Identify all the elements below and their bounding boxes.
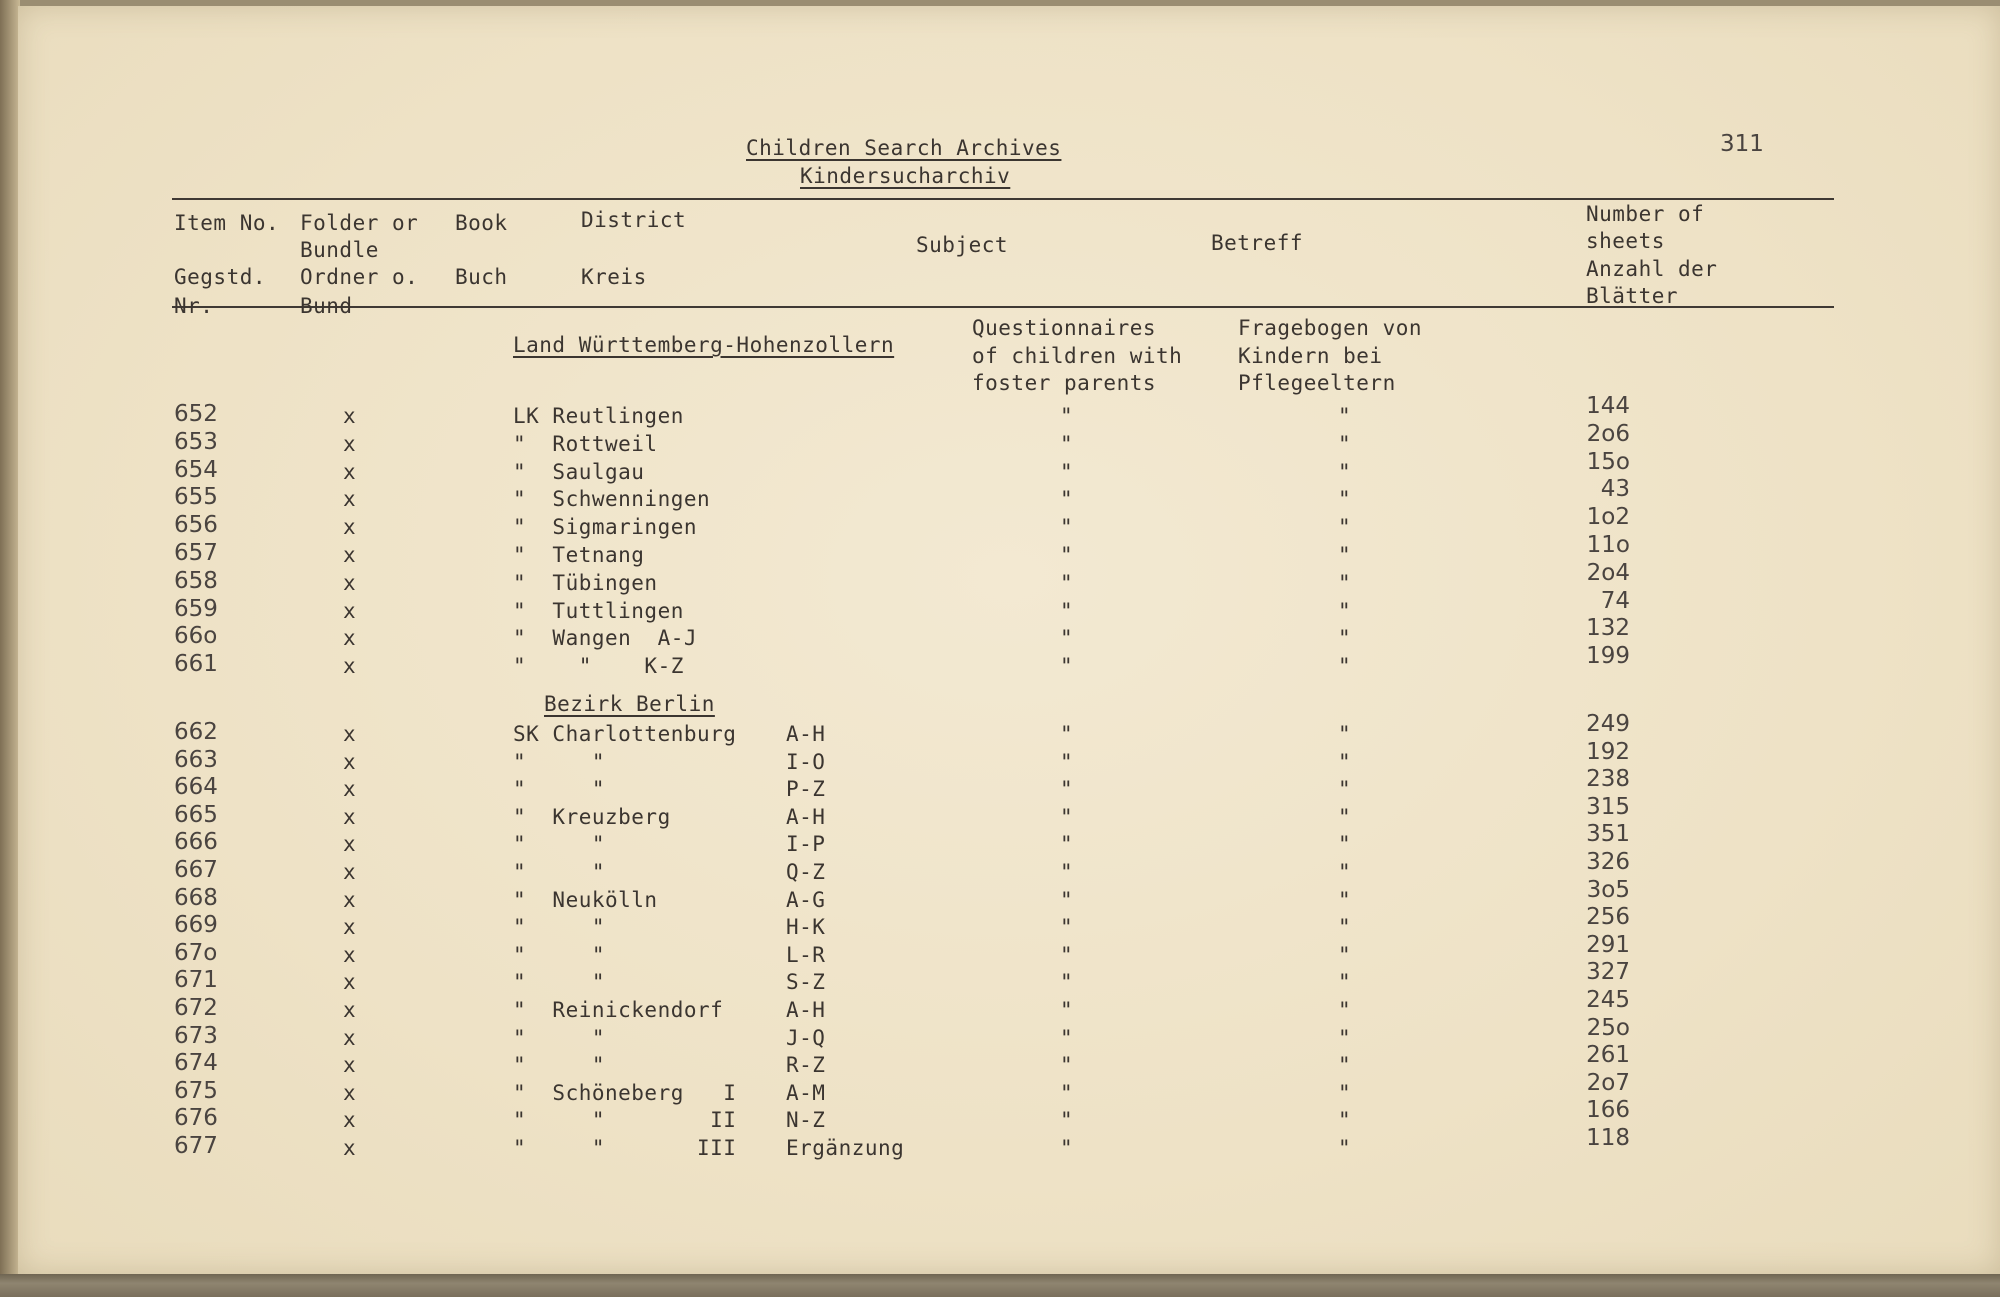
district-name: " ": [513, 860, 606, 884]
subject-ditto: ": [1060, 722, 1074, 746]
subject-ditto: ": [1060, 749, 1074, 774]
folder-mark: x: [343, 404, 357, 428]
district-name: " ": [513, 749, 606, 774]
subject-ditto: ": [1060, 915, 1074, 940]
sheet-count: 249: [1586, 711, 1630, 737]
folder-mark: x: [343, 1053, 357, 1078]
subject-ditto: ": [1060, 1025, 1074, 1050]
sheet-count: 192: [1586, 738, 1630, 765]
item-no: 663: [174, 746, 218, 773]
letter-range: A-H: [786, 998, 826, 1022]
title-german: Kindersucharchiv: [800, 164, 1011, 188]
letter-range: L-R: [786, 942, 826, 967]
betreff-ditto: ": [1338, 404, 1352, 428]
subject-ditto: ": [1060, 487, 1074, 512]
sheet-count: 3o5: [1586, 876, 1630, 903]
item-no: 652: [174, 401, 218, 427]
betreff-ditto: ": [1338, 626, 1352, 651]
folder-mark: x: [343, 942, 357, 967]
col-item-no-de-2: Nr.: [174, 294, 214, 318]
subject-ditto: ": [1060, 404, 1074, 428]
subject-ditto: ": [1060, 1080, 1074, 1105]
sheet-count: 25o: [1586, 1014, 1630, 1041]
subject-ditto: ": [1060, 970, 1074, 995]
letter-range: I-O: [786, 749, 826, 774]
col-folder-2: Bundle: [300, 238, 379, 262]
district-name: " Schöneberg I: [513, 1080, 737, 1105]
col-item-no: Item No.: [174, 211, 280, 235]
folder-mark: x: [343, 1025, 357, 1050]
sheet-count: 2o7: [1586, 1069, 1630, 1096]
sheet-count: 2o4: [1586, 559, 1630, 586]
item-no: 666: [174, 829, 218, 856]
item-no: 676: [174, 1105, 218, 1132]
letter-range: P-Z: [786, 777, 826, 802]
folder-mark: x: [343, 543, 357, 567]
folder-mark: x: [343, 431, 357, 456]
item-no: 668: [174, 884, 218, 911]
col-book-de: Buch: [455, 265, 508, 289]
betreff-line-1: Fragebogen von: [1238, 316, 1423, 340]
subject-ditto: ": [1060, 942, 1074, 967]
betreff-ditto: ": [1338, 1080, 1352, 1105]
item-no: 653: [174, 428, 218, 455]
folder-mark: x: [343, 487, 357, 512]
betreff-ditto: ": [1338, 459, 1352, 484]
subject-ditto: ": [1060, 543, 1074, 567]
sheet-count: 11o: [1586, 532, 1630, 558]
betreff-ditto: ": [1338, 915, 1352, 940]
page-bottom-edge: [0, 1274, 2000, 1297]
subject-ditto: ": [1060, 570, 1074, 595]
betreff-ditto: ": [1338, 1136, 1352, 1160]
betreff-ditto: ": [1338, 832, 1352, 857]
letter-range: Q-Z: [786, 860, 826, 884]
sheet-count: 351: [1586, 821, 1630, 848]
book-spine: [0, 0, 20, 1297]
subject-line-3: foster parents: [972, 371, 1157, 395]
letter-range: A-H: [786, 804, 826, 829]
subject-ditto: ": [1060, 998, 1074, 1022]
header-bottom-rule: [172, 306, 1834, 308]
section-heading-berlin: Bezirk Berlin: [544, 692, 715, 716]
folder-mark: x: [343, 1136, 357, 1160]
letter-range: I-P: [786, 832, 826, 857]
district-name: " ": [513, 915, 606, 940]
betreff-ditto: ": [1338, 1025, 1352, 1050]
item-no: 656: [174, 512, 218, 539]
district-name: SK Charlottenburg: [513, 722, 737, 746]
district-name: " ": [513, 1053, 606, 1078]
sheet-count: 315: [1586, 793, 1630, 820]
folder-mark: x: [343, 722, 357, 746]
subject-ditto: ": [1060, 1108, 1074, 1133]
item-no: 675: [174, 1077, 218, 1104]
folder-mark: x: [343, 459, 357, 484]
ledger-sheet: [18, 6, 2000, 1274]
district-name: " ": [513, 970, 606, 995]
betreff-ditto: ": [1338, 860, 1352, 884]
item-no: 673: [174, 1022, 218, 1049]
folder-mark: x: [343, 598, 357, 623]
col-folder-de: Ordner o.: [300, 265, 419, 289]
letter-range: J-Q: [786, 1025, 826, 1050]
item-no: 671: [174, 967, 218, 994]
betreff-ditto: ": [1338, 942, 1352, 967]
subject-ditto: ": [1060, 777, 1074, 802]
col-betreff: Betreff: [1211, 231, 1304, 255]
subject-ditto: ": [1060, 860, 1074, 884]
district-name: " Wangen A-J: [513, 626, 698, 651]
district-name: " Saulgau: [513, 459, 645, 484]
subject-ditto: ": [1060, 1053, 1074, 1078]
col-folder-de-2: Bund: [300, 294, 353, 318]
sheet-count: 1o2: [1586, 504, 1630, 531]
col-sheets-1: Number of: [1586, 202, 1705, 226]
sheet-count: 291: [1586, 931, 1630, 958]
district-name: " Tetnang: [513, 543, 645, 567]
item-no: 674: [174, 1050, 218, 1077]
folder-mark: x: [343, 804, 357, 829]
district-name: " Tübingen: [513, 570, 658, 595]
letter-range: R-Z: [786, 1053, 826, 1078]
subject-ditto: ": [1060, 515, 1074, 540]
letter-range: A-H: [786, 722, 826, 746]
betreff-ditto: ": [1338, 598, 1352, 623]
letter-range: Ergänzung: [786, 1136, 905, 1160]
folder-mark: x: [343, 654, 357, 679]
betreff-line-3: Pflegeeltern: [1238, 371, 1396, 395]
col-item-no-de: Gegstd.: [174, 265, 267, 289]
betreff-ditto: ": [1338, 431, 1352, 456]
col-sheets-2: sheets: [1586, 229, 1665, 253]
item-no: 661: [174, 651, 218, 678]
section-heading-wuerttemberg: Land Württemberg-Hohenzollern: [513, 333, 895, 357]
betreff-ditto: ": [1338, 543, 1352, 567]
folder-mark: x: [343, 626, 357, 651]
letter-range: N-Z: [786, 1108, 826, 1133]
item-no: 667: [174, 857, 218, 883]
district-name: " Reinickendorf: [513, 998, 724, 1022]
betreff-ditto: ": [1338, 970, 1352, 995]
item-no: 654: [174, 456, 218, 483]
district-name: " " III: [513, 1136, 737, 1160]
district-name: " ": [513, 942, 606, 967]
col-district: District: [581, 208, 687, 232]
betreff-line-2: Kindern bei: [1238, 344, 1383, 368]
subject-ditto: ": [1060, 654, 1074, 679]
item-no: 664: [174, 774, 218, 801]
district-name: " Tuttlingen: [513, 598, 684, 623]
folder-mark: x: [343, 1080, 357, 1105]
betreff-ditto: ": [1338, 487, 1352, 512]
item-no: 669: [174, 912, 218, 939]
folder-mark: x: [343, 887, 357, 912]
folder-mark: x: [343, 515, 357, 540]
betreff-ditto: ": [1338, 570, 1352, 595]
subject-ditto: ": [1060, 1136, 1074, 1160]
col-folder: Folder or: [300, 211, 419, 235]
folder-mark: x: [343, 860, 357, 884]
district-name: " Sigmaringen: [513, 515, 698, 540]
sheet-count: 43: [1600, 476, 1630, 503]
folder-mark: x: [343, 570, 357, 595]
betreff-ditto: ": [1338, 654, 1352, 679]
item-no: 66o: [174, 623, 218, 650]
page-number: 311: [1720, 131, 1764, 157]
subject-ditto: ": [1060, 459, 1074, 484]
sheet-count: 261: [1586, 1042, 1630, 1069]
betreff-ditto: ": [1338, 722, 1352, 746]
item-no: 655: [174, 484, 218, 511]
district-name: " ": [513, 777, 606, 802]
col-district-de: Kreis: [581, 265, 647, 289]
sheet-count: 245: [1586, 987, 1630, 1013]
folder-mark: x: [343, 832, 357, 857]
sheet-count: 144: [1586, 393, 1630, 419]
district-name: " ": [513, 1025, 606, 1050]
item-no: 658: [174, 567, 218, 594]
betreff-ditto: ": [1338, 998, 1352, 1022]
subject-line-2: of children with: [972, 344, 1183, 368]
folder-mark: x: [343, 998, 357, 1022]
subject-ditto: ": [1060, 804, 1074, 829]
sheet-count: 132: [1586, 615, 1630, 642]
sheet-count: 118: [1586, 1125, 1630, 1151]
folder-mark: x: [343, 915, 357, 940]
sheet-count: 166: [1586, 1097, 1630, 1124]
sheet-count: 326: [1586, 849, 1630, 875]
subject-ditto: ": [1060, 887, 1074, 912]
sheet-count: 256: [1586, 904, 1630, 931]
subject-ditto: ": [1060, 626, 1074, 651]
folder-mark: x: [343, 1108, 357, 1133]
col-sheets-3: Anzahl der: [1586, 257, 1718, 281]
district-name: " " II: [513, 1108, 737, 1133]
betreff-ditto: ": [1338, 887, 1352, 912]
col-book: Book: [455, 211, 508, 235]
folder-mark: x: [343, 970, 357, 995]
folder-mark: x: [343, 777, 357, 802]
betreff-ditto: ": [1338, 777, 1352, 802]
sheet-count: 327: [1586, 959, 1630, 986]
letter-range: A-M: [786, 1080, 826, 1105]
betreff-ditto: ": [1338, 515, 1352, 540]
col-subject: Subject: [916, 233, 1009, 257]
item-no: 665: [174, 801, 218, 828]
subject-ditto: ": [1060, 598, 1074, 623]
district-name: " Schwenningen: [513, 487, 711, 512]
sheet-count: 74: [1600, 587, 1630, 614]
betreff-ditto: ": [1338, 1053, 1352, 1078]
betreff-ditto: ": [1338, 749, 1352, 774]
letter-range: A-G: [786, 887, 826, 912]
item-no: 662: [174, 719, 218, 745]
item-no: 67o: [174, 939, 218, 966]
header-top-rule: [172, 198, 1834, 200]
district-name: LK Reutlingen: [513, 404, 684, 428]
district-name: " Kreuzberg: [513, 804, 671, 829]
betreff-ditto: ": [1338, 804, 1352, 829]
subject-ditto: ": [1060, 431, 1074, 456]
letter-range: H-K: [786, 915, 826, 940]
district-name: " " K-Z: [513, 654, 684, 679]
item-no: 659: [174, 595, 218, 622]
district-name: " Neukölln: [513, 887, 658, 912]
title-english: Children Search Archives: [746, 136, 1062, 160]
sheet-count: 15o: [1586, 448, 1630, 475]
district-name: " ": [513, 832, 606, 857]
sheet-count: 199: [1586, 643, 1630, 670]
sheet-count: 2o6: [1586, 420, 1630, 447]
betreff-ditto: ": [1338, 1108, 1352, 1133]
item-no: 677: [174, 1133, 218, 1159]
col-sheets-4: Blätter: [1586, 284, 1679, 308]
letter-range: S-Z: [786, 970, 826, 995]
item-no: 672: [174, 995, 218, 1021]
sheet-count: 238: [1586, 766, 1630, 793]
folder-mark: x: [343, 749, 357, 774]
item-no: 657: [174, 540, 218, 566]
subject-line-1: Questionnaires: [972, 316, 1157, 340]
district-name: " Rottweil: [513, 431, 658, 456]
subject-ditto: ": [1060, 832, 1074, 857]
